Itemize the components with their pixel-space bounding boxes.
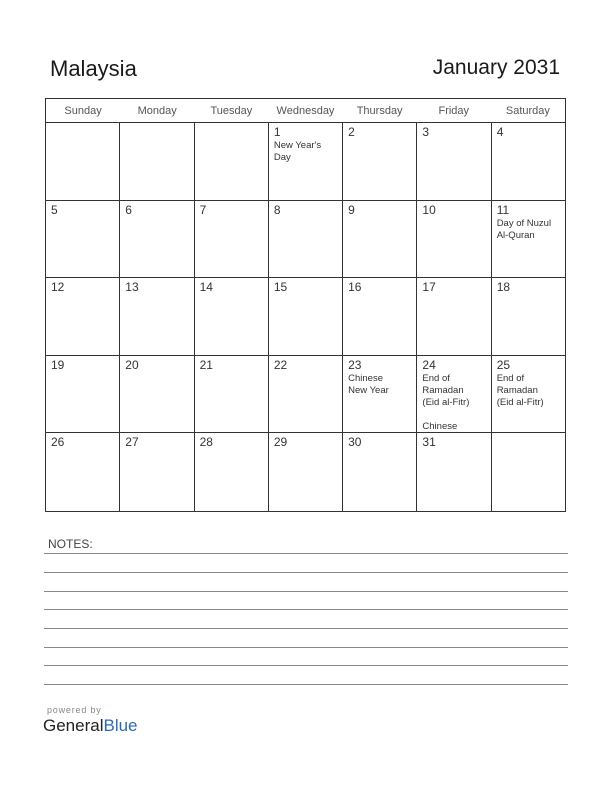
holiday-label: Day of Nuzul (496, 217, 552, 229)
day-number: 26 (51, 435, 65, 449)
day-number: 31 (422, 435, 436, 449)
holiday-label: End of (496, 372, 525, 384)
day-number: 14 (199, 280, 213, 294)
day-cell (343, 278, 417, 355)
notes-line (44, 665, 568, 666)
generalblue-logo (43, 716, 138, 736)
day-cell (417, 278, 491, 355)
day-number: 19 (51, 357, 65, 372)
weekday-label: Friday (438, 105, 470, 117)
weekday-label: Thursday (356, 105, 403, 117)
day-cell (195, 201, 269, 278)
day-number: 6 (125, 202, 132, 217)
day-number: 27 (125, 435, 139, 449)
logo-general-text: General (43, 716, 104, 735)
day-number: 18 (496, 280, 511, 294)
day-cell (492, 433, 565, 511)
day-cell (120, 433, 194, 511)
country-title: Malaysia (50, 56, 137, 81)
day-cell (343, 123, 417, 200)
day-number: 12 (51, 280, 65, 294)
day-cell (492, 356, 565, 433)
weekday-label: Saturday (505, 105, 550, 117)
calendar-grid (45, 98, 566, 512)
day-cell (343, 356, 417, 433)
day-cell (417, 356, 491, 433)
month-title: January 2031 (432, 56, 560, 79)
day-number: 28 (199, 435, 213, 449)
notes-line (44, 628, 568, 629)
day-number: 24 (422, 357, 436, 372)
holiday-label: Day (273, 152, 291, 163)
notes-line (44, 684, 568, 685)
notes-line (44, 647, 568, 648)
day-number: 4 (496, 125, 504, 139)
day-number: 30 (348, 435, 362, 449)
day-number: 15 (273, 280, 288, 294)
day-cell (195, 123, 269, 200)
day-number: 21 (199, 357, 213, 372)
powered-by-text: powered by (47, 705, 102, 715)
day-cell (46, 123, 120, 200)
day-number: 23 (348, 357, 362, 372)
notes-line (44, 553, 568, 554)
day-cell (195, 356, 269, 433)
day-cell (492, 278, 565, 355)
holiday-label: Al-Quran (496, 229, 535, 241)
day-number: 11 (496, 202, 510, 217)
day-cell (417, 123, 491, 200)
weekday-header-row (46, 99, 565, 123)
day-cell (269, 278, 343, 355)
holiday-label: (Eid al-Fitr) (496, 396, 544, 408)
day-cell (120, 356, 194, 433)
day-cell (269, 201, 343, 278)
day-cell (46, 278, 120, 355)
day-cell (195, 278, 269, 355)
day-cell (120, 201, 194, 278)
day-cell (46, 433, 120, 511)
weekday-label: Wednesday (276, 105, 335, 117)
day-number: 20 (125, 357, 139, 372)
calendar-week (46, 201, 565, 279)
day-number: 1 (273, 125, 281, 139)
holiday-label: End of (422, 372, 450, 384)
day-cell (417, 433, 491, 511)
day-number: 22 (273, 357, 288, 372)
day-cell (46, 201, 120, 278)
day-number: 8 (273, 202, 281, 217)
day-number: 3 (422, 125, 430, 139)
day-cell (492, 201, 565, 278)
day-number: 10 (422, 202, 436, 217)
calendar-week (46, 123, 565, 201)
day-number: 25 (496, 357, 511, 372)
day-number: 13 (125, 280, 139, 294)
holiday-label: Chinese (348, 372, 383, 384)
holiday-label: Ramadan (422, 384, 464, 396)
notes-label: NOTES: (48, 537, 93, 551)
holiday-label: Ramadan (496, 384, 538, 396)
calendar-week (46, 278, 565, 356)
holiday-label: (Eid al-Fitr) (422, 396, 470, 408)
day-cell (269, 433, 343, 511)
holiday-label: New Year's (273, 140, 322, 151)
day-cell (269, 123, 343, 200)
day-cell (195, 433, 269, 511)
day-number: 16 (348, 280, 362, 294)
day-cell (269, 356, 343, 433)
holiday-label: Chinese (422, 420, 458, 432)
day-number: 9 (348, 202, 355, 217)
day-cell (417, 201, 491, 278)
notes-line (44, 572, 568, 573)
day-cell (343, 433, 417, 511)
day-cell (343, 201, 417, 278)
holiday-label: New Year (348, 384, 389, 396)
day-number: 29 (273, 435, 288, 449)
calendar-week (46, 356, 565, 434)
notes-line (44, 609, 568, 610)
day-number: 17 (422, 280, 436, 294)
day-number: 5 (51, 202, 58, 217)
day-cell (120, 278, 194, 355)
calendar-week (46, 433, 565, 511)
notes-line (44, 591, 568, 592)
day-cell (120, 123, 194, 200)
weekday-label: Tuesday (210, 105, 253, 117)
weekday-label: Monday (137, 105, 177, 117)
day-number: 2 (348, 125, 355, 139)
weekday-label: Sunday (64, 105, 102, 117)
day-cell (492, 123, 565, 200)
day-number: 7 (199, 202, 207, 217)
day-cell (46, 356, 120, 433)
logo-blue-text: Blue (103, 716, 138, 735)
